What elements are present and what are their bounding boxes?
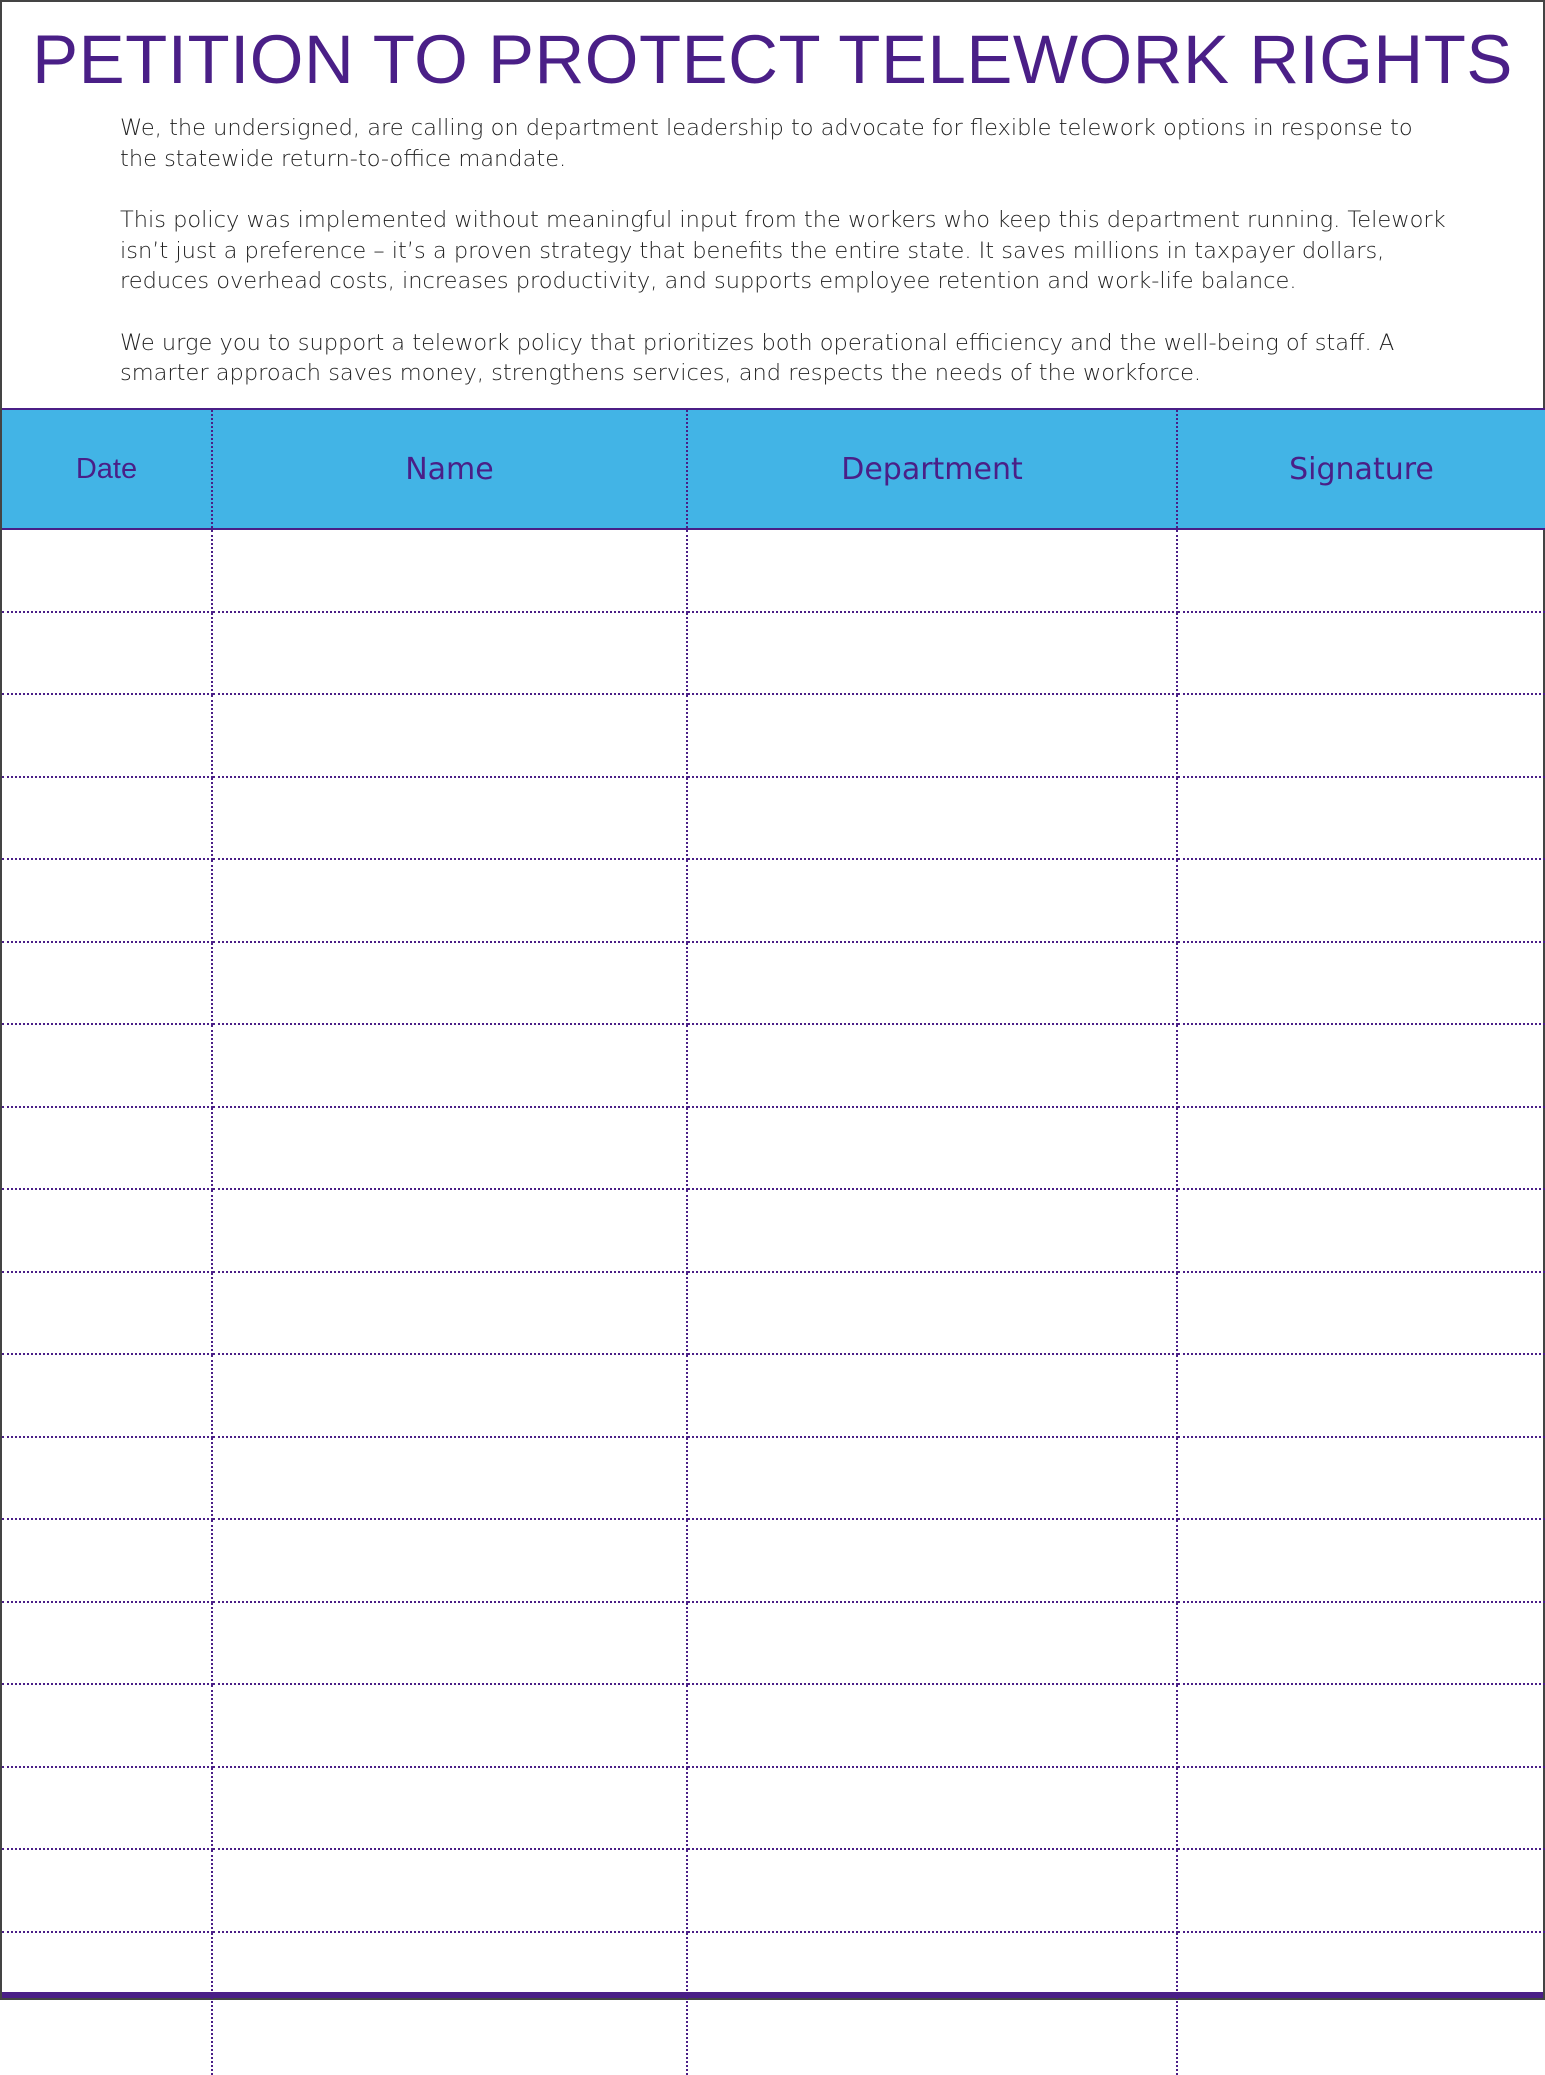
date-cell[interactable] <box>2 529 212 612</box>
table-row <box>2 1932 1545 2075</box>
signature-cell[interactable] <box>1177 612 1545 695</box>
table-row <box>2 777 1545 860</box>
date-cell[interactable] <box>2 1189 212 1272</box>
department-cell[interactable] <box>687 942 1177 1025</box>
department-cell[interactable] <box>687 1024 1177 1107</box>
department-cell[interactable] <box>687 1602 1177 1685</box>
signature-table <box>2 408 1545 2075</box>
date-cell[interactable] <box>2 942 212 1025</box>
table-row <box>2 1519 1545 1602</box>
name-cell[interactable] <box>212 529 687 612</box>
table-row <box>2 1849 1545 1932</box>
table-header-row <box>2 409 1545 529</box>
department-cell[interactable] <box>687 859 1177 942</box>
signature-cell[interactable] <box>1177 1024 1545 1107</box>
signature-cell[interactable] <box>1177 1437 1545 1520</box>
bottom-accent-bar <box>2 1992 1543 1998</box>
intro-paragraph-1: We, the undersigned, are calling on department leadership to advocate for flexible telework options in response to the statewide return-to-office mandate. <box>120 115 1413 172</box>
department-cell[interactable] <box>687 694 1177 777</box>
table-row <box>2 1189 1545 1272</box>
department-cell[interactable] <box>687 1932 1177 2075</box>
department-cell[interactable] <box>687 1354 1177 1437</box>
date-cell[interactable] <box>2 1107 212 1190</box>
signature-cell[interactable] <box>1177 694 1545 777</box>
signature-table-container <box>2 408 1545 1998</box>
date-cell[interactable] <box>2 1684 212 1767</box>
date-cell[interactable] <box>2 694 212 777</box>
department-cell[interactable] <box>687 1519 1177 1602</box>
signature-cell[interactable] <box>1177 1849 1545 1932</box>
table-row <box>2 612 1545 695</box>
signature-cell[interactable] <box>1177 529 1545 612</box>
date-cell[interactable] <box>2 1354 212 1437</box>
signature-cell[interactable] <box>1177 1107 1545 1190</box>
column-header-signature: Signature <box>1177 409 1545 529</box>
name-cell[interactable] <box>212 1189 687 1272</box>
name-cell[interactable] <box>212 1437 687 1520</box>
signature-cell[interactable] <box>1177 1602 1545 1685</box>
table-row <box>2 529 1545 612</box>
table-row <box>2 1767 1545 1850</box>
name-cell[interactable] <box>212 859 687 942</box>
column-header-name: Name <box>212 409 687 529</box>
page-title: PETITION TO PROTECT TELEWORK RIGHTS <box>32 21 1513 98</box>
signature-rows <box>2 529 1545 2075</box>
table-row <box>2 942 1545 1025</box>
table-row <box>2 1354 1545 1437</box>
name-cell[interactable] <box>212 694 687 777</box>
name-cell[interactable] <box>212 1684 687 1767</box>
signature-cell[interactable] <box>1177 1684 1545 1767</box>
name-cell[interactable] <box>212 1849 687 1932</box>
name-cell[interactable] <box>212 1024 687 1107</box>
column-header-department: Department <box>687 409 1177 529</box>
signature-cell[interactable] <box>1177 777 1545 860</box>
name-cell[interactable] <box>212 1602 687 1685</box>
petition-intro <box>120 113 1450 420</box>
department-cell[interactable] <box>687 1437 1177 1520</box>
department-cell[interactable] <box>687 777 1177 860</box>
department-cell[interactable] <box>687 1767 1177 1850</box>
date-cell[interactable] <box>2 1932 212 2075</box>
name-cell[interactable] <box>212 612 687 695</box>
signature-cell[interactable] <box>1177 859 1545 942</box>
table-row <box>2 1684 1545 1767</box>
table-row <box>2 1602 1545 1685</box>
date-cell[interactable] <box>2 612 212 695</box>
date-cell[interactable] <box>2 859 212 942</box>
petition-header <box>2 2 1543 408</box>
signature-cell[interactable] <box>1177 1354 1545 1437</box>
name-cell[interactable] <box>212 1272 687 1355</box>
department-cell[interactable] <box>687 529 1177 612</box>
signature-cell[interactable] <box>1177 1932 1545 2075</box>
signature-cell[interactable] <box>1177 1519 1545 1602</box>
name-cell[interactable] <box>212 1932 687 2075</box>
table-row <box>2 1024 1545 1107</box>
date-cell[interactable] <box>2 1849 212 1932</box>
signature-cell[interactable] <box>1177 1767 1545 1850</box>
date-cell[interactable] <box>2 1767 212 1850</box>
name-cell[interactable] <box>212 1354 687 1437</box>
table-row <box>2 859 1545 942</box>
department-cell[interactable] <box>687 1107 1177 1190</box>
table-row <box>2 694 1545 777</box>
intro-paragraph-3: We urge you to support a telework policy that prioritizes both operational efficiency and the well-being of staff. A smarter approach saves money, strengthens services, and respects the needs of the workforce. <box>120 329 1395 386</box>
date-cell[interactable] <box>2 1272 212 1355</box>
table-row <box>2 1437 1545 1520</box>
date-cell[interactable] <box>2 1437 212 1520</box>
signature-cell[interactable] <box>1177 1272 1545 1355</box>
name-cell[interactable] <box>212 777 687 860</box>
table-row <box>2 1272 1545 1355</box>
department-cell[interactable] <box>687 612 1177 695</box>
table-row <box>2 1107 1545 1190</box>
department-cell[interactable] <box>687 1684 1177 1767</box>
name-cell[interactable] <box>212 1519 687 1602</box>
date-cell[interactable] <box>2 777 212 860</box>
name-cell[interactable] <box>212 942 687 1025</box>
department-cell[interactable] <box>687 1189 1177 1272</box>
column-header-date: Date <box>2 409 212 529</box>
signature-cell[interactable] <box>1177 1189 1545 1272</box>
department-cell[interactable] <box>687 1849 1177 1932</box>
date-cell[interactable] <box>2 1602 212 1685</box>
date-cell[interactable] <box>2 1024 212 1107</box>
name-cell[interactable] <box>212 1107 687 1190</box>
name-cell[interactable] <box>212 1767 687 1850</box>
date-cell[interactable] <box>2 1519 212 1602</box>
signature-cell[interactable] <box>1177 942 1545 1025</box>
intro-paragraph-2: This policy was implemented without meaningful input from the workers who keep this department running. Telework isn’t just a preference – it’s a proven strategy that benefits the entire state. It saves millions in taxpayer dollars, reduces overhead costs, increases productivity, and supports employee retention and work-life balance. <box>120 207 1446 294</box>
department-cell[interactable] <box>687 1272 1177 1355</box>
